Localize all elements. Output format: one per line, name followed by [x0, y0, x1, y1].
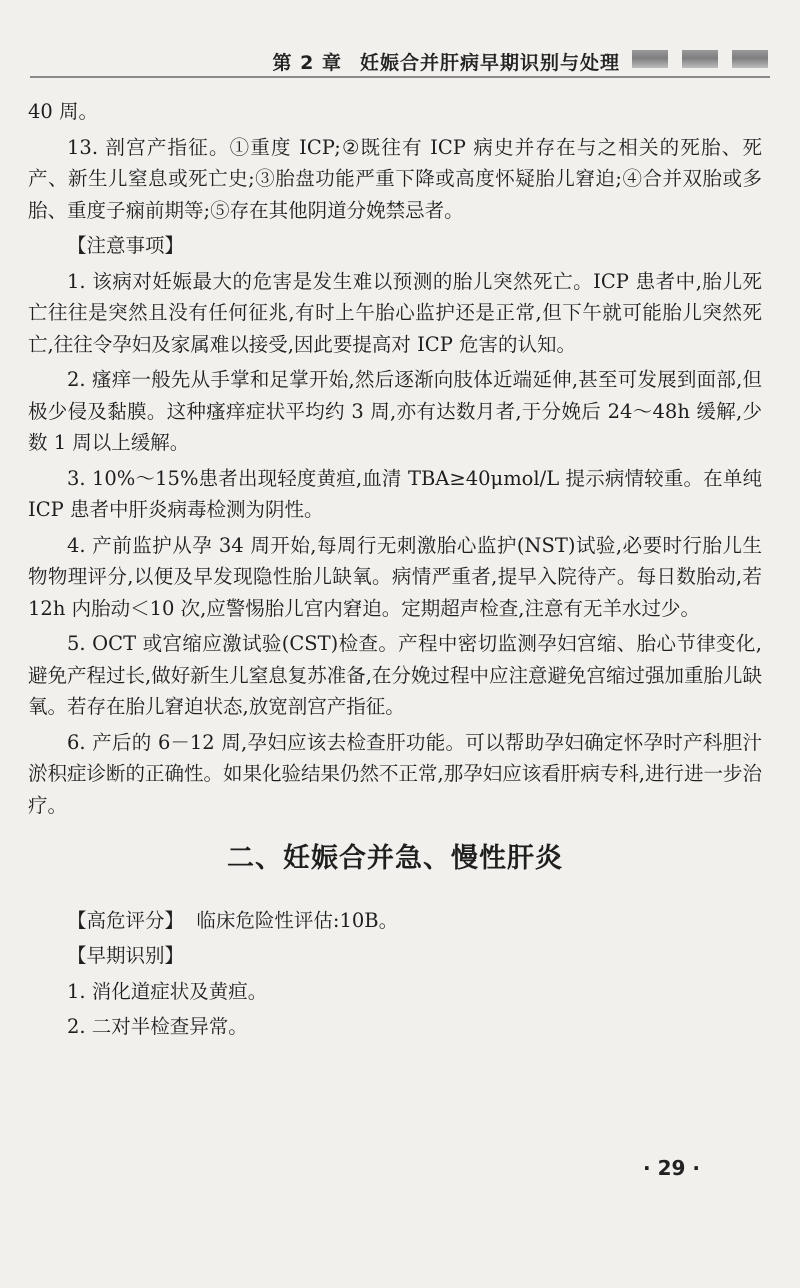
header-block — [732, 50, 768, 68]
page-number: · 29 · — [643, 1156, 700, 1180]
early-identification-heading: 【早期识别】 — [67, 944, 185, 967]
paragraph: 6. 产后的 6－12 周,孕妇应该去检查肝功能。可以帮助孕妇确定怀孕时产科胆汁淤积症诊断的正确性。如果化验结果仍然不正常,那孕妇应该看肝病专科,进行进一步治疗。 — [28, 730, 762, 817]
paragraph: 3. 10%～15%患者出现轻度黄疸,血清 TBA≥40μmol/L 提示病情较重。在单纯 ICP 患者中肝炎病毒检测为阴性。 — [28, 466, 762, 521]
risk-score-label: 【高危评分】 — [67, 908, 185, 932]
paragraph: 5. OCT 或宫缩应激试验(CST)检查。产程中密切监测孕妇宫缩、胎心节律变化,避免产程过长,做好新生儿窒息复苏准备,在分娩过程中应注意避免宫缩过强加重胎儿缺氧。若存在胎儿窘迫状态,放宽剖宫产指征。 — [28, 632, 762, 718]
paragraph: 1. 该病对妊娠最大的危害是发生难以预测的胎儿突然死亡。ICP 患者中,胎儿死亡往往是突然且没有任何征兆,有时上午胎心监护还是正常,但下午就可能胎儿突然死亡,往往令孕妇及家属难以接受,因此要提高对 ICP 危害的认知。 — [28, 269, 762, 356]
notes-heading: 【注意事项】 — [67, 234, 185, 257]
risk-score-line — [28, 905, 762, 937]
chapter-number: 第 2 章 — [272, 52, 342, 74]
chapter-title: 妊娠合并肝病早期识别与处理 — [359, 52, 620, 74]
risk-score-text: 临床危险性评估:10B。 — [196, 908, 399, 932]
header-block — [682, 50, 718, 68]
list-item: 1. 消化道症状及黄疸。 — [67, 979, 268, 1003]
paragraph: 2. 瘙痒一般先从手掌和足掌开始,然后逐渐向肢体近端延伸,甚至可发展到面部,但极少侵及黏膜。这种瘙痒症状平均约 3 周,亦有达数月者,于分娩后 24～48h 缓解,少数 1 周以上缓解。 — [28, 368, 762, 454]
running-header — [30, 40, 770, 80]
list-item: 2. 二对半检查异常。 — [67, 1015, 248, 1038]
paragraph: 4. 产前监护从孕 34 周开始,每周行无刺激胎心监护(NST)试验,必要时行胎儿生物物理评分,以便及早发现隐性胎儿缺氧。病情严重者,提早入院待产。每日数胎动,若 12h 内胎动＜10 次,应警惕胎儿宫内窘迫。定期超声检查,注意有无羊水过少。 — [28, 533, 762, 620]
paragraph: 13. 剖宫产指征。①重度 ICP;②既往有 ICP 病史并存在与之相关的死胎、死产、新生儿窒息或死亡史;③胎盘功能严重下降或高度怀疑胎儿窘迫;④合并双胎或多胎、重度子痫前期等;⑤存在其他阴道分娩禁忌者。 — [28, 135, 762, 222]
header-title — [273, 48, 620, 75]
header-decoration — [632, 50, 768, 68]
header-rule — [30, 76, 770, 78]
section-title: 二、妊娠合并急、慢性肝炎 — [227, 843, 563, 874]
page-content — [28, 96, 762, 1047]
header-block — [632, 50, 668, 68]
paragraph: 40 周。 — [28, 100, 99, 123]
